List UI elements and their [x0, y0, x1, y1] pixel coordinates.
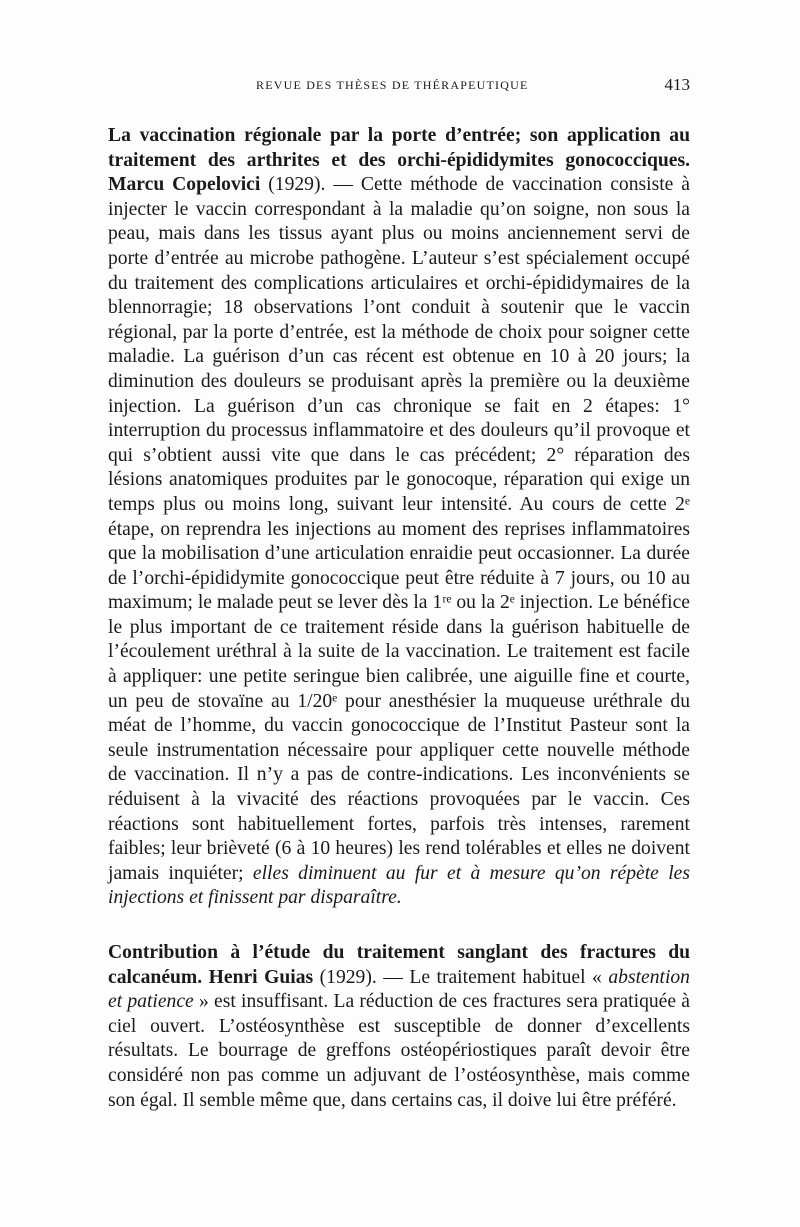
entry-text: — Cette méthode de vaccination consiste à injecter le vaccin correspondant à la maladie qu’on soigne, non sous la peau, mais dans les tissus ayant plus ou moins anciennement servi de porte d’entrée au microbe pathogène. L’auteur s’est spécialement occupé du traitement des complications articulaires et orchi-épididymaires de la blennorragie; 18 observations l’ont conduit à soutenir que le vaccin régional, par la porte d’entrée, est la méthode de choix pour soigner cette maladie. La guérison d’un cas récent est obtenue en 10 à 20 jours; la diminution des douleurs se produisant après la première ou la deuxième injection. La guérison d’un cas chronique se fait en 2 étapes: 1° interruption du processus inflammatoire et des douleurs qu’il provoque et qui s’obtient aussi vite que dans le cas précédent; 2° réparation des lésions anatomiques produites par le gonocoque, réparation qui exige un temps plus ou moins long, suivant leur intensité. Au cours de cette 2ᵉ étape, on reprendra les injections au moment des reprises inflammatoires que la mobilisation d’une articulation enraidie peut occasionner. La durée de l’orchi-épididymite gonococcique peut être réduite à 7 jours, ou 10 au maximum; le malade peut se lever dès la 1ʳᵉ ou la 2ᵉ injection. Le bénéfice le plus important de ce traitement réside dans la guérison habituelle de l’écoulement uréthral à la suite de la vaccination. Le traitement est facile à appliquer: une petite seringue bien calibrée, une aiguille fine et courte, un peu de stovaïne au 1/20ᵉ pour anesthésier la muqueuse uréthrale du méat de l’homme, du vaccin gonococcique de l’Institut Pasteur sont la seule instrumentation nécessaire pour appliquer cette nouvelle méthode de vaccination. Il n’y a pas de contre-indications. Les inconvénients se réduisent à la vivacité des réactions provoquées par le vaccin. Ces réactions sont habituellement fortes, parfois très intenses, rarement faibles; leur brièveté (6 à 10 heures) les rend tolérables et elles ne doivent jamais inquiéter;	[108, 174, 690, 884]
entry-author: Henri Guias	[208, 966, 314, 988]
page-number: 413	[664, 75, 690, 94]
entry-heading: Contribution à l’étude du traitement sanglant des fractures du calcanéum.	[108, 942, 690, 988]
entry-author: Marcu Copelovici	[108, 174, 261, 196]
entry-year: (1929).	[268, 174, 326, 196]
entry-text: — Le traitement habituel «	[376, 966, 609, 988]
entry-italic-quote: abstention et patience	[108, 966, 690, 1013]
entry-italic-conclusion: elles diminuent au fur et à mesure qu’on répète les injections et finissent par disparaître.	[108, 862, 690, 909]
thesis-entry-vaccination	[108, 124, 690, 911]
journal-title: REVUE DES THÈSES DE THÉRAPEUTIQUE	[256, 78, 529, 92]
entry-year: (1929).	[319, 966, 377, 988]
thesis-entry-calcaneum	[108, 941, 690, 1113]
entry-heading: La vaccination régionale par la porte d’entrée; son application au traitement des arthrites et des orchi-épididymites gonococciques.	[108, 125, 690, 171]
entry-text-continued: » est insuffisant. La réduction de ces fractures sera pratiquée à ciel ouvert. L’ostéosynthèse est susceptible de donner d’excellents résultats. Le bourrage de greffons ostéopériostiques paraît devoir être considéré non pas comme un adjuvant de l’ostéosynthèse, mais comme son égal. Il semble même que, dans certains cas, il doive lui être préféré.	[108, 991, 690, 1111]
page-body	[108, 124, 690, 1113]
